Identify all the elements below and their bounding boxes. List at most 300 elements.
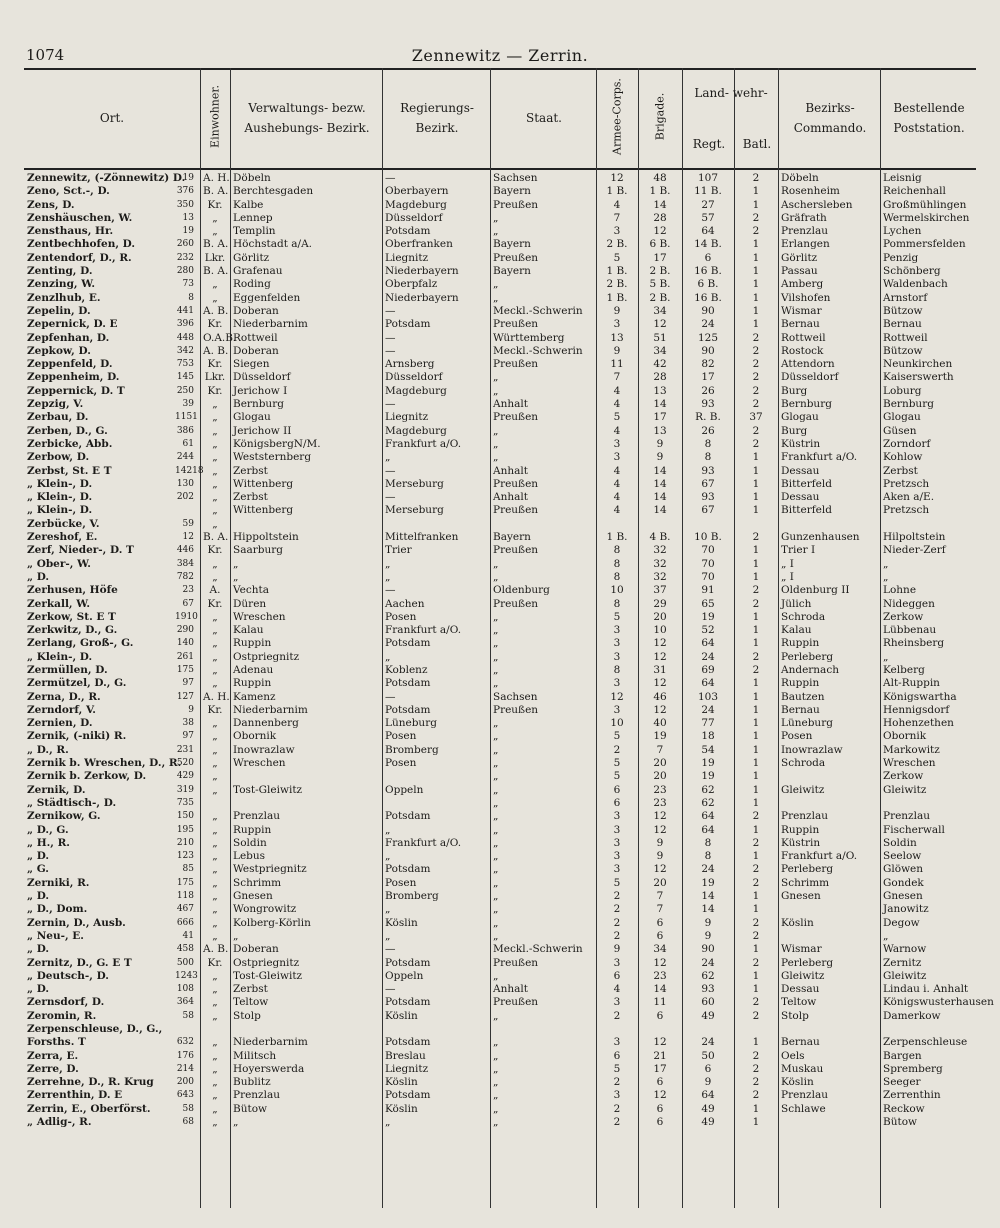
cell-vt: A. H. [203,172,230,184]
cell-ac: 3 [613,451,621,464]
cell-ac: 7 [613,211,621,224]
cell-rg: 70 [701,557,715,570]
cell-bt: 1 [752,278,760,291]
cell-rb: Potsdam [385,637,431,650]
cell-br: 34 [653,943,667,956]
cell-vb: Bublitz [233,1076,271,1089]
table-row [24,199,976,212]
cell-vb: Jerichow II [233,424,292,437]
cell-ew: 210 [176,837,194,848]
cell-bt: 37 [749,411,763,424]
cell-bt: 1 [752,703,760,716]
cell-ew: 1910 [175,611,198,622]
cell-st: „ [493,876,499,889]
table-row [24,624,976,637]
cell-vt: „ [212,863,218,876]
cell-vt: „ [212,1009,218,1022]
cell-rg: 19 [701,770,715,783]
header-einwohner: Einwohner. [208,85,222,148]
cell-ort: Zeppenfeld, D. [27,358,113,371]
cell-bt: 2 [752,1076,760,1089]
cell-rg: 49 [701,1009,715,1022]
cell-bc [778,797,880,810]
cell-ac: 12 [610,172,624,184]
cell-br: 10 [653,624,667,637]
cell-bt: 1 [752,557,760,570]
cell-rg: 64 [701,810,715,823]
cell-rb: Bromberg [385,743,439,756]
cell-br: 12 [653,956,667,969]
cell-ew: 632 [176,1037,194,1048]
cell-st: „ [493,1089,499,1102]
cell-rb: „ [385,1116,391,1129]
table-row [24,252,976,265]
table-row [24,598,976,611]
cell-ew: 735 [176,797,194,808]
cell-st: „ [493,810,499,823]
cell-ew: 458 [176,944,194,955]
cell-st: „ [493,437,499,450]
cell-ps: Pretzsch [883,477,930,490]
cell-ac: 2 [613,743,621,756]
cell-ort: Zerrehne, D., R. Krug [27,1076,154,1089]
cell-rg: 52 [701,624,715,637]
cell-st: Oldenburg [493,584,550,597]
cell-ort: „ D., R. [27,743,69,756]
cell-rg: 64 [701,1089,715,1102]
table-row [24,478,976,491]
cell-rb: Düsseldorf [385,371,443,384]
cell-ps: Neunkirchen [883,358,953,371]
cell-ac: 3 [613,650,621,663]
cell-ac: 2 B. [606,238,628,251]
cell-br: 9 [656,437,664,450]
cell-bt: 1 [752,690,760,703]
cell-ps: Glöwen [883,863,924,876]
cell-bt: 1 [752,850,760,863]
cell-rg: 16 B. [694,265,722,278]
cell-ew: 202 [176,492,194,503]
cell-ort: Zeno, Sct.-, D. [27,185,110,198]
cell-vb: „ [233,570,239,583]
cell-ac: 9 [613,344,621,357]
cell-rg: 62 [701,969,715,982]
cell-bt: 2 [752,956,760,969]
cell-bc: Wismar [781,943,822,956]
cell-st [490,518,596,531]
header-armee-corps: Armee-Corps. [610,78,624,155]
cell-rg: 93 [701,491,715,504]
table-row [24,917,976,930]
cell-st: Anhalt [493,464,528,477]
cell-vt: A. B. [203,304,229,317]
cell-vb: Wongrowitz [233,903,297,916]
cell-ps: Damerkow [883,1009,941,1022]
cell-ew: 73 [182,279,194,290]
cell-ort: „ D., Dom. [27,903,88,916]
cell-rg: 19 [701,876,715,889]
cell-ew: 9 [188,704,194,715]
cell-br: 28 [653,371,667,384]
cell-rg: 90 [701,304,715,317]
cell-st: Anhalt [493,398,528,411]
cell-vt [200,1023,230,1036]
cell-bc: Perleberg [781,863,834,876]
cell-ew: 8 [188,292,194,303]
cell-br: 14 [653,198,667,211]
cell-bc: Dessau [781,491,820,504]
cell-st: Preußen [493,956,539,969]
cell-ort: Zensthaus, Hr. [27,225,114,238]
cell-vb: „ [233,557,239,570]
cell-vb: Templin [233,225,276,238]
cell-bt: 1 [752,1116,760,1129]
cell-br: 5 B. [649,278,671,291]
cell-ew: 350 [176,199,194,210]
cell-vt: Lkr. [204,251,226,264]
cell-bt: 2 [752,437,760,450]
cell-ac: 3 [613,437,621,450]
cell-ac: 5 [613,770,621,783]
cell-vt: „ [212,903,218,916]
cell-ew: 342 [176,345,194,356]
cell-bc [778,1023,880,1036]
cell-bt: 2 [752,1089,760,1102]
cell-bc: Küstrin [781,437,821,450]
cell-ac: 6 [613,783,621,796]
cell-st: Preußen [493,477,539,490]
cell-bc: Trier I [781,544,816,557]
cell-vb: KönigsbergN/M. [233,437,321,450]
cell-ps: Lübbenau [883,624,937,637]
cell-rb: Potsdam [385,956,431,969]
cell-ps: Obornik [883,730,927,743]
table-row [24,1076,976,1089]
cell-rg: 8 [704,451,712,464]
cell-vb: Görlitz [233,251,270,264]
page-title: Zennewitz — Zerrin. [411,46,589,65]
cell-bc: „ I [781,570,794,583]
table-row [24,571,976,584]
cell-rg: 69 [701,663,715,676]
cell-ps: Zerkow [883,770,924,783]
cell-ps: Rottweil [883,331,928,344]
cell-ort: Zermüllen, D. [27,663,108,676]
cell-bt: 1 [752,544,760,557]
cell-ps: Aken a/E. [883,491,935,504]
cell-ort: Zernin, D., Ausb. [27,916,126,929]
cell-st: Sachsen [493,690,538,703]
cell-br: 12 [653,823,667,836]
table-row [24,292,976,305]
cell-st: „ [493,1102,499,1115]
cell-bt: 2 [752,996,760,1009]
cell-ew: 214 [176,1063,194,1074]
cell-ew: 59 [182,518,194,529]
cell-st: „ [493,1062,499,1075]
table-row [24,863,976,876]
cell-ort: „ D. [27,570,50,583]
cell-ps: Arnstorf [883,291,928,304]
cell-br: 12 [653,318,667,331]
cell-ort: Zerpenschleuse, D., G., [27,1023,163,1035]
cell-ps: Lychen [883,225,922,238]
cell-ps: Wermelskirchen [883,211,970,224]
gazetteer-table [24,172,994,1129]
cell-ac: 10 [610,717,624,730]
cell-ac: 3 [613,703,621,716]
cell-br: 7 [656,743,664,756]
cell-st: „ [493,291,499,304]
table-row [24,770,976,783]
cell-ac: 12 [610,690,624,703]
cell-bc: Rottweil [781,331,826,344]
cell-vt: „ [212,757,218,770]
cell-rb: Magdeburg [385,384,447,397]
cell-bc: Bernau [781,703,820,716]
cell-vt: B. A. [203,185,229,198]
cell-bt: 1 [752,251,760,264]
cell-ps: Zernitz [883,956,922,969]
cell-ps: Markowitz [883,743,940,756]
cell-ps: „ [883,650,889,663]
cell-rg: 125 [697,331,719,344]
cell-vt: B. A. [203,238,229,251]
cell-rb: Merseburg [385,477,444,490]
cell-ew: 448 [176,332,194,343]
cell-ps: Alt-Ruppin [883,677,940,690]
cell-ps: Zerbst [883,464,918,477]
cell-vb: Zerbst [233,983,268,996]
cell-bc: Dessau [781,983,820,996]
cell-ac: 5 [613,876,621,889]
cell-rg: 65 [701,597,715,610]
cell-br: 32 [653,544,667,557]
cell-rg: 60 [701,996,715,1009]
header-staat: Staat. [526,111,562,125]
cell-br: 12 [653,1036,667,1049]
cell-ort: „ Ober-, W. [27,557,91,570]
cell-ps: Königswusterhausen [883,996,994,1009]
table-row [24,1116,976,1129]
cell-br: 14 [653,398,667,411]
cell-ps: Seelow [883,850,922,863]
cell-bc: Schroda [781,610,826,623]
cell-br: 12 [653,1089,667,1102]
table-row [24,637,976,650]
cell-vb: Ruppin [233,823,272,836]
cell-ps: Waldenbach [883,278,948,291]
cell-vt: „ [212,1049,218,1062]
cell-ac: 8 [613,597,621,610]
cell-st: „ [493,890,499,903]
cell-ort: Zerlang, Groß-, G. [27,637,134,650]
cell-ew: 58 [182,1010,194,1021]
cell-rg: 64 [701,823,715,836]
cell-vt: „ [212,1089,218,1102]
cell-st: „ [493,863,499,876]
cell-ew: 753 [176,359,194,370]
cell-ac: 4 [613,491,621,504]
cell-ew: 23 [182,585,194,596]
cell-vt: „ [212,743,218,756]
cell-ew: 782 [176,571,194,582]
cell-st: Bayern [493,238,531,251]
cell-ac: 2 [613,1076,621,1089]
cell-br: 9 [656,451,664,464]
table-row [24,970,976,983]
cell-bc: Inowrazlaw [781,743,843,756]
cell-ort: Zernien, D. [27,717,93,730]
cell-rb: — [385,983,396,996]
cell-vb: Saarburg [233,544,283,557]
table-row [24,358,976,371]
cell-rb: Potsdam [385,318,431,331]
cell-ew: 108 [176,984,194,995]
cell-ew: 118 [176,891,194,902]
cell-ort: Zepernick, D. E [27,318,118,331]
cell-br: 23 [653,969,667,982]
cell-vb: Berchtesgaden [233,185,314,198]
cell-rg: 24 [701,318,715,331]
cell-rb: Oppeln [385,783,424,796]
cell-br: 6 [656,1102,664,1115]
table-row [24,544,976,557]
cell-ew: 520 [176,758,194,769]
cell-vt: „ [212,398,218,411]
cell-ps: Rheinsberg [883,637,945,650]
cell-ps: Güsen [883,424,917,437]
table-row [24,1010,976,1023]
cell-bc: Gleiwitz [781,783,825,796]
cell-rb: Köslin [385,1009,418,1022]
cell-bt: 1 [752,890,760,903]
cell-st: Bayern [493,531,531,544]
cell-rb: Posen [385,730,417,743]
cell-ort: „ D. [27,890,50,903]
cell-vb: Adenau [233,663,274,676]
cell-bc: Wismar [781,304,822,317]
cell-rb: Frankfurt a/O. [385,624,462,637]
cell-bt: 1 [752,238,760,251]
cell-vt: Kr. [207,318,223,331]
table-row [24,225,976,238]
cell-vt: A. B. [203,344,229,357]
cell-ew: 643 [176,1090,194,1101]
cell-ps: Bützow [883,344,923,357]
cell-rg: 27 [701,198,715,211]
cell-ew: 260 [176,239,194,250]
cell-vb: Kalau [233,624,264,637]
cell-ac: 9 [613,943,621,956]
cell-ew: 58 [182,1103,194,1114]
cell-ps: Hohenzethen [883,717,954,730]
cell-rg: 57 [701,211,715,224]
cell-br: 34 [653,304,667,317]
cell-ac: 8 [613,663,621,676]
cell-ort: Zentendorf, D., R. [27,251,132,264]
cell-vt: „ [212,836,218,849]
cell-ew: 150 [176,811,194,822]
cell-st: „ [493,624,499,637]
cell-ew: 1151 [175,412,198,423]
cell-ew: 127 [176,691,194,702]
cell-st: Preußen [493,597,539,610]
cell-st: „ [493,1009,499,1022]
cell-ort: Zenzlhub, E. [27,291,101,304]
cell-rb: Mittelfranken [385,531,459,544]
cell-rb: Oberpfalz [385,278,438,291]
cell-ac: 3 [613,823,621,836]
cell-bt: 1 [752,983,760,996]
cell-rg: 107 [697,172,719,184]
cell-bt: 1 [752,757,760,770]
cell-rb: Koblenz [385,663,428,676]
cell-rb: — [385,398,396,411]
cell-bt: 1 [752,1036,760,1049]
cell-br: 2 B. [649,291,671,304]
cell-rg: R. B. [695,411,721,424]
cell-ew: 145 [176,372,194,383]
cell-st: „ [493,1076,499,1089]
cell-rb: „ [385,650,391,663]
cell-rb [382,797,490,810]
cell-rb: Posen [385,610,417,623]
cell-bt: 2 [752,1009,760,1022]
cell-br: 4 B. [649,531,671,544]
cell-vb: „ [233,929,239,942]
table-row [24,278,976,291]
cell-vb: Bütow [233,1102,268,1115]
cell-br: 12 [653,810,667,823]
cell-bc: Attendorn [781,358,835,371]
cell-br: 20 [653,770,667,783]
cell-ew: 319 [176,784,194,795]
cell-bt: 1 [752,743,760,756]
cell-rg: 93 [701,398,715,411]
cell-ort: Zermützel, D., G. [27,677,127,690]
cell-ew: 467 [176,904,194,915]
cell-bc: Amberg [781,278,824,291]
cell-rg: 24 [701,650,715,663]
cell-bt: 2 [752,916,760,929]
cell-st: „ [493,1049,499,1062]
cell-vb: Eggenfelden [233,291,301,304]
cell-ort: Zerkow, St. E T [27,610,116,623]
cell-bt: 1 [752,637,760,650]
cell-ew: 261 [176,651,194,662]
header-regt: Regt. [692,137,726,151]
cell-ac: 2 B. [606,278,628,291]
cell-ps: Penzig [883,251,919,264]
cell-bt: 2 [752,331,760,344]
table-row [24,518,976,531]
cell-ew: 384 [176,558,194,569]
cell-ew: 97 [182,678,194,689]
cell-bc: Gleiwitz [781,969,825,982]
cell-vb: „ [233,1116,239,1129]
header-rule-bottom [24,168,976,170]
cell-bt: 2 [752,371,760,384]
cell-rb: Liegnitz [385,411,429,424]
cell-ew: 67 [182,598,194,609]
cell-bt: 2 [752,584,760,597]
table-row [24,1036,976,1049]
cell-st: Meckl.-Schwerin [493,344,583,357]
cell-ew: 175 [176,664,194,675]
cell-bc: Lüneburg [781,717,833,730]
cell-ort: Zerna, D., R. [27,690,101,703]
